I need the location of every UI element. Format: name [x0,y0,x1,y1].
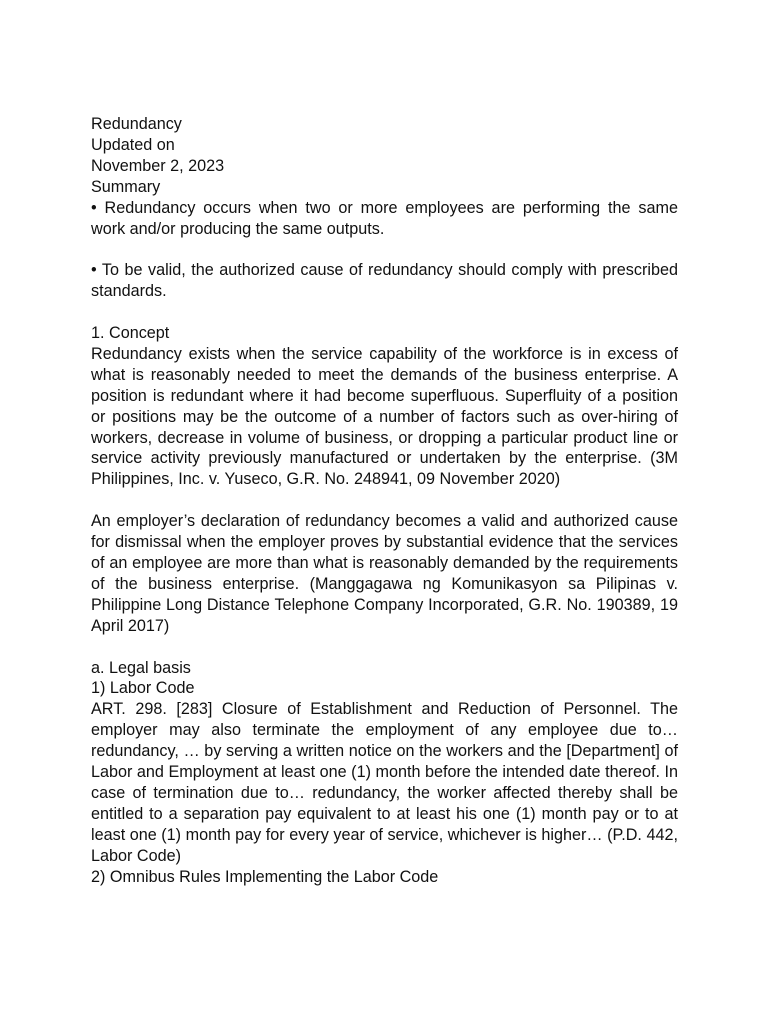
section-heading-legal-basis: a. Legal basis [91,658,191,677]
updated-date: November 2, 2023 [91,156,225,175]
spacer [91,490,678,511]
document-title: Redundancy [91,115,182,133]
section-heading-concept: 1. Concept [91,324,170,343]
summary-bullet: • To be valid, the authorized cause of redundancy should comply with prescribed standards. [91,261,678,301]
concept-paragraph: An employer’s declaration of redundancy becomes a valid and authorized cause for dismissal when the employer proves by substantial evidence that the services of an employee are more than what is reasonably demanded by the requirements of the business enterprise. (Manggagawa ng Komunikasyon sa Pilipinas v. Philippine Long Distance Telephone Company Incorporated, G.R. No. 190389, 19 April 2017) [91,512,678,635]
summary-label: Summary [91,177,161,196]
summary-bullet: • Redundancy occurs when two or more employees are performing the same work and/or producing the same outputs. [91,198,678,238]
spacer [91,637,678,658]
spacer [91,239,678,260]
article-298-paragraph: ART. 298. [283] Closure of Establishment and Reduction of Personnel. The employer may also terminate the employment of any employee due to… redundancy, … by serving a written notice on the workers and the [Department] of Labor and Employment at least one (1) month before the intended date thereof. In case of termination due to… redundancy, the worker affected thereby shall be entitled to a separation pay equivalent to at least his one (1) month pay or to at least one (1) month pay for every year of service, whichever is higher… (P.D. 442, Labor Code) [91,700,678,865]
subheading-omnibus-rules: 2) Omnibus Rules Implementing the Labor Code [91,867,439,886]
subheading-labor-code: 1) Labor Code [91,679,195,698]
document-page [91,114,678,887]
spacer [91,302,678,323]
concept-paragraph: Redundancy exists when the service capability of the workforce is in excess of what is reasonably needed to meet the demands of the business enterprise. A position is redundant where it had become superfluous. Superfluity of a position or positions may be the outcome of a number of factors such as over-hiring of workers, decrease in volume of business, or dropping a particular product line or service activity previously manufactured or undertaken by the enterprise. (3M Philippines, Inc. v. Yuseco, G.R. No. 248941, 09 November 2020) [91,344,678,489]
updated-label: Updated on [91,135,175,154]
